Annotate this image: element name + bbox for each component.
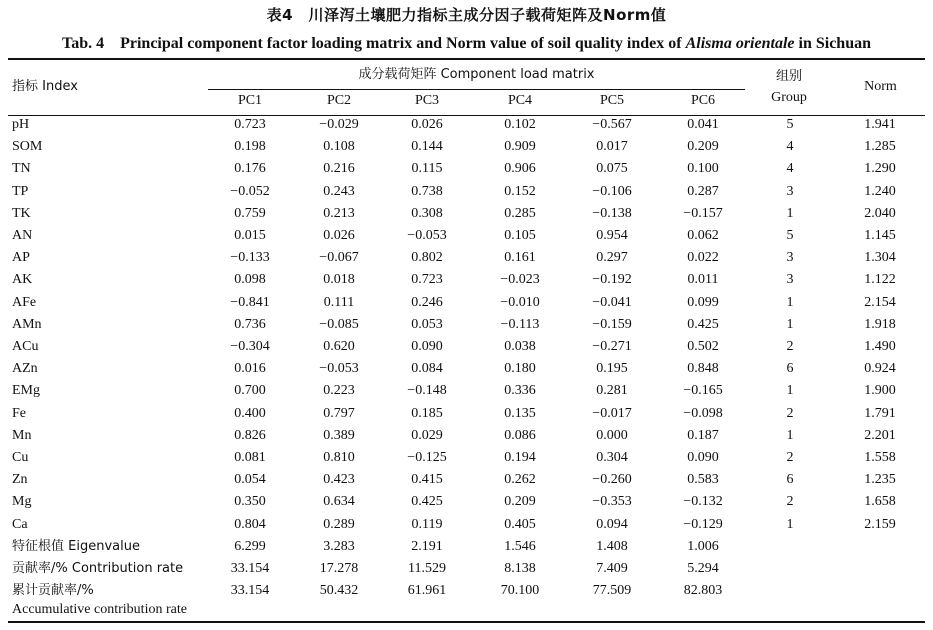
row-index: pH — [12, 117, 30, 132]
loading-value: 0.216 — [323, 161, 355, 177]
loading-value: 0.152 — [504, 183, 536, 199]
loading-value: −0.138 — [592, 205, 632, 221]
loading-value: 0.084 — [411, 361, 443, 377]
norm-value: 1.791 — [864, 405, 896, 421]
summary-label: 累计贡献率/% — [12, 583, 94, 599]
loading-value: 0.081 — [234, 450, 266, 465]
loading-value: 0.634 — [323, 494, 355, 510]
row-index: Mn — [12, 427, 32, 443]
group-value: 4 — [786, 161, 794, 177]
loading-value: 0.018 — [323, 272, 355, 288]
loading-value: 0.075 — [596, 161, 628, 177]
row-index: Ca — [12, 516, 28, 532]
loading-value: 0.090 — [411, 339, 443, 354]
loading-value: 0.810 — [323, 450, 355, 465]
loading-value: −0.052 — [230, 183, 270, 199]
loading-value: 0.209 — [504, 494, 536, 510]
loading-value: −0.053 — [319, 361, 359, 377]
pc-header: PC3 — [414, 93, 440, 108]
row-index: Zn — [12, 472, 28, 488]
loading-value: −0.148 — [407, 383, 447, 399]
loading-value: −0.125 — [407, 450, 447, 465]
norm-value: 1.558 — [864, 450, 896, 465]
summary-value: 33.154 — [230, 583, 270, 599]
row-index: ACu — [12, 339, 39, 354]
loading-value: −0.157 — [683, 205, 723, 221]
summary-value: 6.299 — [234, 538, 266, 554]
loading-value: −0.304 — [230, 339, 270, 354]
loading-value: 0.723 — [411, 272, 443, 288]
loading-value: 0.400 — [234, 405, 266, 421]
loading-value: −0.271 — [592, 339, 632, 354]
summary-value: 2.191 — [411, 538, 443, 554]
row-index: Mg — [12, 494, 32, 510]
norm-value: 2.040 — [864, 205, 896, 221]
loading-value: 0.289 — [323, 516, 355, 532]
loading-value: −0.113 — [500, 316, 540, 332]
norm-value: 1.285 — [864, 139, 896, 155]
group-header-en: Group — [771, 90, 807, 105]
loading-value: 0.108 — [323, 139, 355, 155]
loading-value: 0.906 — [504, 161, 536, 177]
table-caption-cn: 表4 川泽泻土壤肥力指标主成分因子载荷矩阵及Norm值 — [266, 6, 667, 24]
group-value: 2 — [786, 450, 794, 465]
group-value: 3 — [786, 183, 794, 199]
loading-value: 0.062 — [687, 228, 719, 243]
loading-value: −0.085 — [319, 316, 359, 332]
loading-value: 0.308 — [411, 205, 443, 221]
loading-value: 0.243 — [323, 183, 355, 199]
loading-value: 0.053 — [411, 316, 443, 332]
loading-value: 0.185 — [411, 405, 443, 421]
pc-header: PC2 — [326, 93, 352, 108]
loading-value: 0.802 — [411, 250, 443, 266]
row-index: AK — [12, 272, 33, 288]
loading-value: 0.415 — [411, 472, 443, 488]
norm-value: 1.145 — [864, 228, 896, 243]
loading-value: 0.285 — [504, 205, 536, 221]
loading-value: 0.119 — [411, 516, 443, 532]
summary-label: 贡献率/% Contribution rate — [12, 561, 184, 576]
loading-value: 0.281 — [596, 383, 628, 399]
row-index: AN — [12, 228, 33, 243]
group-value: 4 — [786, 139, 794, 155]
loading-value: 0.389 — [323, 427, 355, 443]
loading-value: 0.423 — [323, 472, 355, 488]
group-value: 1 — [786, 205, 794, 221]
loading-value: 0.620 — [323, 339, 355, 354]
summary-value: 82.803 — [683, 583, 723, 599]
group-value: 1 — [786, 516, 794, 532]
loading-value: 0.105 — [504, 228, 536, 243]
group-value: 2 — [786, 405, 794, 421]
norm-value: 1.240 — [864, 183, 896, 199]
norm-value: 1.490 — [864, 339, 896, 354]
loading-value: 0.015 — [234, 228, 266, 243]
row-index: Cu — [12, 450, 29, 465]
norm-value: 1.122 — [864, 272, 896, 288]
loading-value: −0.133 — [230, 250, 270, 266]
row-index: TK — [12, 205, 31, 221]
group-value: 1 — [786, 383, 794, 399]
loading-value: −0.098 — [683, 405, 723, 421]
pc-header: PC5 — [599, 93, 625, 108]
group-value: 3 — [786, 250, 794, 266]
norm-value: 1.304 — [864, 250, 896, 266]
loading-value: 0.246 — [411, 294, 443, 310]
loading-value: 0.026 — [411, 117, 443, 132]
row-index: Fe — [12, 405, 26, 421]
group-value: 1 — [786, 294, 794, 310]
loading-value: 0.736 — [234, 316, 266, 332]
summary-label-en: Accumulative contribution rate — [12, 602, 187, 618]
loading-value: 0.102 — [504, 117, 536, 132]
summary-value: 33.154 — [230, 561, 270, 576]
loading-value: 0.026 — [323, 228, 355, 243]
norm-value: 1.941 — [864, 117, 896, 132]
loading-value: −0.353 — [592, 494, 632, 510]
group-value: 1 — [786, 427, 794, 443]
loading-value: −0.023 — [500, 272, 540, 288]
loading-value: 0.094 — [596, 516, 628, 532]
loading-value: 0.223 — [323, 383, 355, 399]
loading-value: 0.804 — [234, 516, 266, 532]
group-value: 6 — [786, 361, 794, 377]
norm-value: 1.290 — [864, 161, 896, 177]
top-rule — [8, 58, 925, 60]
pc-header: PC1 — [237, 93, 263, 108]
summary-value: 7.409 — [596, 561, 628, 576]
table-caption-en: Tab. 4 Principal component factor loading matrix and Norm value of soil quality index of Alisma orientale in Sichuan — [62, 35, 871, 52]
loading-value: −0.159 — [592, 316, 632, 332]
loading-value: 0.700 — [234, 383, 266, 399]
loading-value: −0.010 — [500, 294, 540, 310]
loading-value: 0.759 — [234, 205, 266, 221]
pc-header: PC6 — [690, 93, 716, 108]
summary-value: 70.100 — [500, 583, 540, 599]
loading-value: 0.297 — [596, 250, 628, 266]
loading-value: 0.262 — [504, 472, 536, 488]
loading-value: 0.161 — [504, 250, 536, 266]
loading-value: 0.022 — [687, 250, 719, 266]
norm-value: 1.235 — [864, 472, 896, 488]
summary-value: 77.509 — [592, 583, 632, 599]
component-load-matrix-header: 成分载荷矩阵 Component load matrix — [358, 67, 595, 82]
loading-value: 0.583 — [687, 472, 719, 488]
bottom-rule — [8, 621, 925, 623]
norm-value: 2.154 — [864, 294, 896, 310]
summary-value: 1.546 — [504, 538, 536, 554]
loading-value: 0.797 — [323, 405, 355, 421]
summary-value: 3.283 — [323, 538, 355, 554]
loading-value: 0.738 — [411, 183, 443, 199]
loading-value: 0.017 — [596, 139, 628, 155]
summary-value: 61.961 — [407, 583, 447, 599]
row-index: TN — [12, 161, 31, 177]
loading-value: −0.029 — [319, 117, 359, 132]
loading-value: 0.826 — [234, 427, 266, 443]
loading-value: 0.350 — [234, 494, 266, 510]
loading-value: −0.129 — [683, 516, 723, 532]
loading-value: 0.011 — [687, 272, 719, 288]
loading-value: 0.187 — [687, 427, 719, 443]
loading-value: −0.165 — [683, 383, 723, 399]
group-value: 3 — [786, 272, 794, 288]
loading-value: −0.132 — [683, 494, 723, 510]
summary-value: 11.529 — [408, 561, 446, 576]
loading-value: 0.195 — [596, 361, 628, 377]
loading-value: 0.502 — [687, 339, 719, 354]
loading-value: 0.848 — [687, 361, 719, 377]
loading-value: 0.000 — [596, 427, 628, 443]
summary-value: 8.138 — [504, 561, 536, 576]
norm-value: 0.924 — [864, 361, 896, 377]
pc-header: PC4 — [507, 93, 533, 108]
loading-value: 0.054 — [234, 472, 266, 488]
group-value: 5 — [786, 117, 794, 132]
group-value: 2 — [786, 339, 794, 354]
loading-value: 0.209 — [687, 139, 719, 155]
summary-value: 1.006 — [687, 538, 719, 554]
loading-value: 0.176 — [234, 161, 266, 177]
loading-value: 0.041 — [687, 117, 719, 132]
norm-value: 2.201 — [864, 427, 896, 443]
loading-value: 0.336 — [504, 383, 536, 399]
loading-value: 0.909 — [504, 139, 536, 155]
loading-value: 0.100 — [687, 161, 719, 177]
row-index: TP — [12, 183, 29, 199]
loading-value: −0.260 — [592, 472, 632, 488]
summary-value: 1.408 — [596, 538, 628, 554]
row-index: AMn — [12, 316, 42, 332]
loading-value: 0.135 — [504, 405, 536, 421]
group-value: 5 — [786, 228, 794, 243]
loading-value: −0.106 — [592, 183, 632, 199]
summary-label: 特征根值 Eigenvalue — [12, 538, 140, 554]
norm-value: 2.159 — [864, 516, 896, 532]
group-value: 1 — [786, 316, 794, 332]
index-header: 指标 Index — [12, 79, 78, 94]
loading-value: 0.194 — [504, 450, 536, 465]
loading-value: 0.029 — [411, 427, 443, 443]
loading-value: 0.287 — [687, 183, 719, 199]
group-value: 2 — [786, 494, 794, 510]
loading-value: 0.954 — [596, 228, 628, 243]
loading-value: −0.841 — [230, 294, 270, 310]
loading-value: 0.180 — [504, 361, 536, 377]
loading-value: −0.053 — [407, 228, 447, 243]
loading-value: 0.090 — [687, 450, 719, 465]
row-index: AZn — [12, 361, 38, 377]
row-index: AP — [12, 250, 30, 266]
loading-value: 0.425 — [687, 316, 719, 332]
row-index: SOM — [12, 139, 43, 155]
summary-value: 5.294 — [687, 561, 719, 576]
span-rule — [208, 89, 745, 90]
loading-value: 0.111 — [323, 294, 355, 310]
loading-value: 0.405 — [504, 516, 536, 532]
loading-value: 0.099 — [687, 294, 719, 310]
loading-value: 0.425 — [411, 494, 443, 510]
loading-value: 0.304 — [596, 450, 628, 465]
norm-value: 1.918 — [864, 316, 896, 332]
loading-value: 0.086 — [504, 427, 536, 443]
loading-value: 0.115 — [411, 161, 443, 177]
norm-value: 1.900 — [864, 383, 896, 399]
loading-value: 0.213 — [323, 205, 355, 221]
loading-value: 0.144 — [411, 139, 443, 155]
row-index: EMg — [12, 383, 40, 399]
loading-value: 0.038 — [504, 339, 536, 354]
row-index: AFe — [12, 294, 37, 310]
summary-value: 17.278 — [319, 561, 359, 576]
group-value: 6 — [786, 472, 794, 488]
loading-value: −0.017 — [592, 405, 632, 421]
group-header-cn: 组别 — [775, 69, 802, 84]
loading-value: 0.198 — [234, 139, 266, 155]
loading-value: −0.567 — [592, 117, 632, 132]
loading-value: −0.067 — [319, 250, 359, 266]
norm-value: 1.658 — [864, 494, 896, 510]
loading-value: 0.016 — [234, 361, 266, 377]
summary-value: 50.432 — [319, 583, 359, 599]
loading-value: 0.098 — [234, 272, 266, 288]
loading-value: 0.723 — [234, 117, 266, 132]
loading-value: −0.041 — [592, 294, 632, 310]
loading-value: −0.192 — [592, 272, 632, 288]
norm-header: Norm — [864, 79, 897, 94]
